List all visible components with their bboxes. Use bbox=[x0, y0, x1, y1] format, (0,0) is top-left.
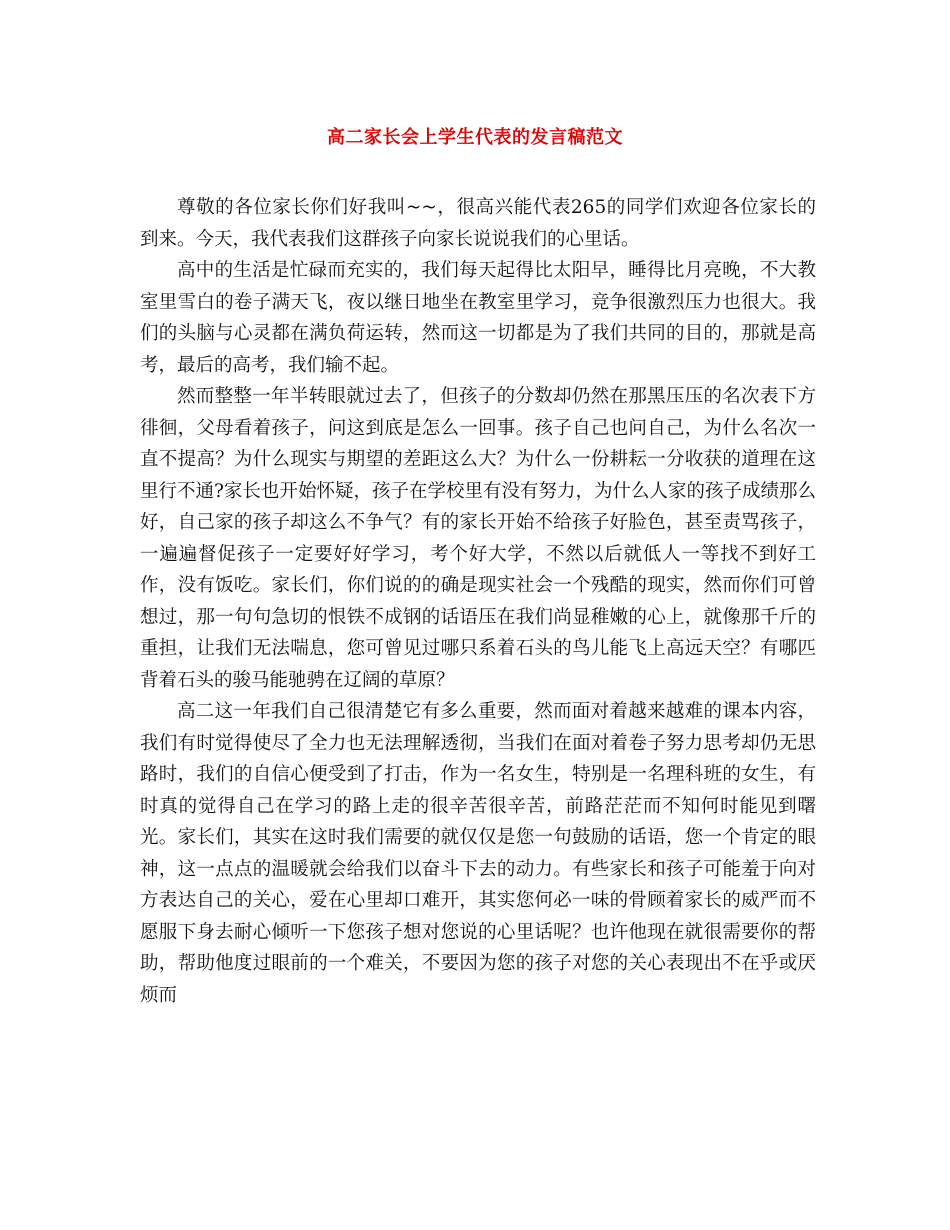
paragraph-high-school-life: 高中的生活是忙碌而充实的，我们每天起得比太阳早，睡得比月亮晚，不大教室里雪白的卷子满天飞，夜以继日地坐在教室里学习，竞争很激烈压力也很大。我们的头脑与心灵都在满负荷运转，然而这一切都是为了我们共同的目的，那就是高考，最后的高考，我们输不起。 bbox=[140, 260, 816, 376]
document-body bbox=[140, 192, 816, 1011]
document-title: 高二家长会上学生代表的发言稿范文 bbox=[327, 127, 623, 148]
paragraph-greeting: 尊敬的各位家长你们好我叫~~，很高兴能代表265的同学们欢迎各位家长的到来。今天，我代表我们这群孩子向家长说说我们的心里话。 bbox=[140, 197, 816, 250]
paragraph-second-year: 高二这一年我们自己很清楚它有多么重要，然而面对着越来越难的课本内容，我们有时觉得使尽了全力也无法理解透彻，当我们在面对着卷子努力思考却仍无思路时，我们的自信心便受到了打击，作为一名女生，特别是一名理科班的女生，有时真的觉得自己在学习的路上走的很辛苦很辛苦，前路茫茫而不知何时能见到曙光。家长们，其实在这时我们需要的就仅仅是您一句鼓励的话语，您一个肯定的眼神，这一点点的温暖就会给我们以奋斗下去的动力。有些家长和孩子可能羞于向对方表达自己的关心，爱在心里却口难开，其实您何必一味的骨顾着家长的威严而不愿服下身去耐心倾听一下您孩子想对您说的心里话呢？也许他现在就很需要你的帮助，帮助他度过眼前的一个难关，不要因为您的孩子对您的关心表现出不在乎或厌烦而 bbox=[140, 701, 816, 1006]
paragraph-parents-pressure: 然而整整一年半转眼就过去了，但孩子的分数却仍然在那黑压压的名次表下方徘徊，父母看着孩子，问这到底是怎么一回事。孩子自己也问自己，为什么名次一直不提高？为什么现实与期望的差距这么大？为什么一份耕耘一分收获的道理在这里行不通?家长也开始怀疑，孩子在学校里有没有努力，为什么人家的孩子成绩那么好，自己家的孩子却这么不争气？有的家长开始不给孩子好脸色，甚至责骂孩子，一遍遍督促孩子一定要好好学习，考个好大学，不然以后就低人一等找不到好工作，没有饭吃。家长们，你们说的的确是现实社会一个残酷的现实，然而你们可曾想过，那一句句急切的恨铁不成钢的话语压在我们尚显稚嫩的心上，就像那千斤的重担，让我们无法喘息，您可曾见过哪只系着石头的鸟儿能飞上高远天空？有哪匹背着石头的骏马能驰骋在辽阔的草原？ bbox=[140, 386, 816, 691]
